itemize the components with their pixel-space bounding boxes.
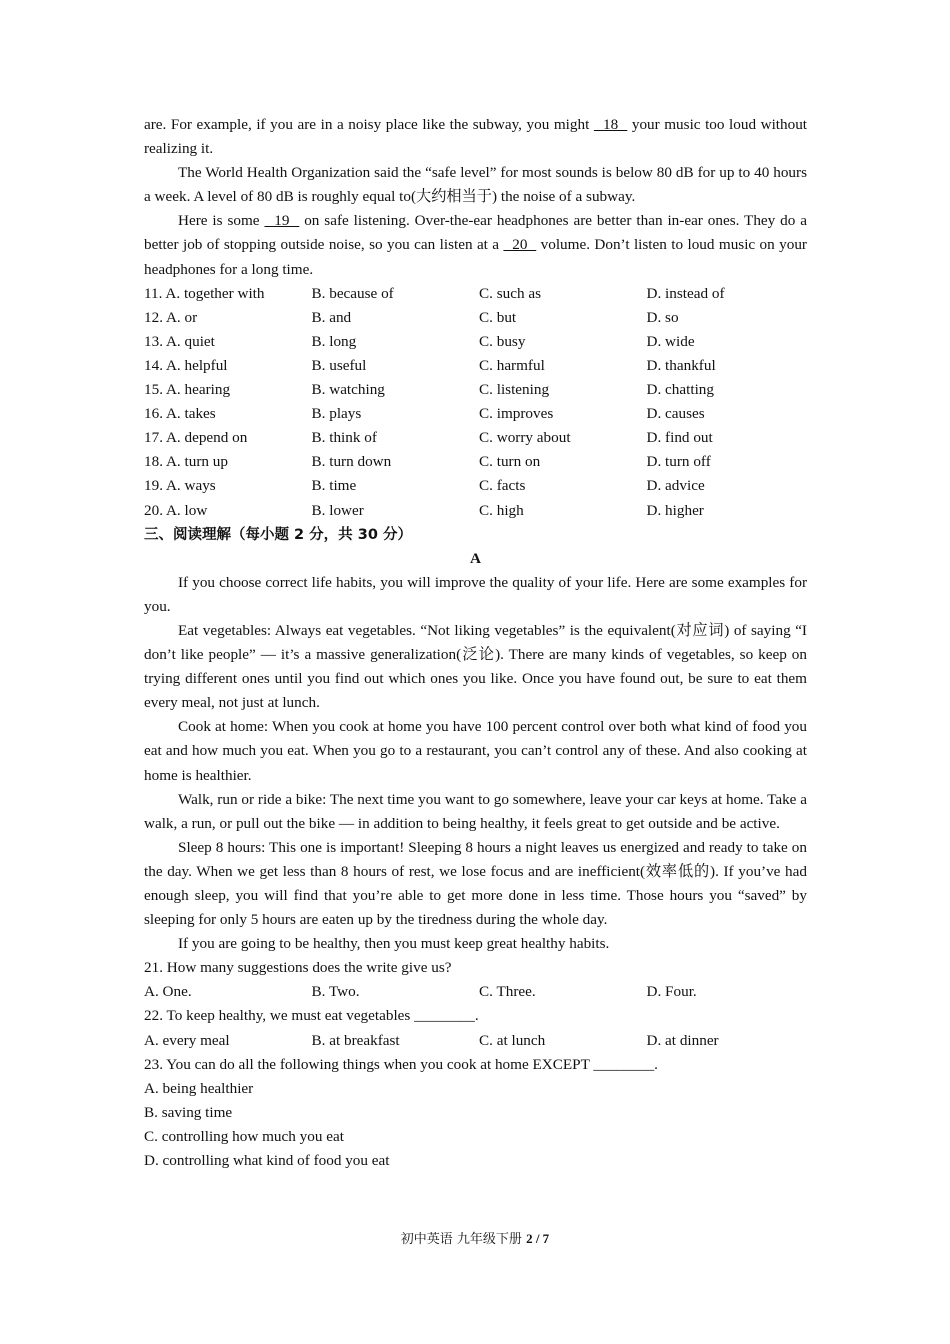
cloze-option: D. thankful: [646, 356, 716, 374]
cloze-option: 15. A. hearing: [144, 381, 231, 399]
cloze-option: C. worry about: [479, 429, 571, 447]
cloze-option: D. advice: [646, 477, 705, 495]
cloze-option-row: [144, 499, 807, 523]
question-23-option-b: B. saving time: [144, 1103, 233, 1121]
cloze-option: C. improves: [479, 405, 554, 423]
cloze-option-row: [144, 474, 807, 498]
passage-paragraph: If you choose correct life habits, you will improve the quality of your life. Here are some examples for you.: [144, 573, 807, 615]
question-22-options: [144, 1029, 807, 1053]
cloze-option: 11. A. together with: [144, 284, 265, 302]
cloze-paragraph: [144, 113, 807, 161]
passage-paragraph: Eat vegetables: Always eat vegetables. “Not liking vegetables” is the equivalent(对应词) of saying “I don’t like people” — it’s a massive generalization(泛论). There are many kinds of vegetables, so keep on trying different ones until you find out which ones you like. Once you have found out, be sure to eat them every meal, not just at lunch.: [144, 621, 807, 712]
cloze-option: 17. A. depend on: [144, 429, 248, 447]
cloze-option-row: [144, 402, 807, 426]
cloze-option: B. think of: [311, 429, 377, 447]
question-21-option-b: B. Two.: [311, 983, 360, 1001]
cloze-option: C. such as: [479, 284, 542, 302]
cloze-option-row: [144, 330, 807, 354]
cloze-blank: 20: [503, 236, 537, 254]
cloze-option: B. time: [311, 477, 357, 495]
cloze-option: B. because of: [311, 284, 394, 302]
cloze-option: D. causes: [646, 405, 705, 423]
cloze-options-table: [144, 282, 807, 523]
cloze-option: D. so: [646, 308, 679, 326]
cloze-option: B. turn down: [311, 453, 392, 471]
cloze-option: C. turn on: [479, 453, 541, 471]
cloze-blank: 18: [593, 116, 628, 133]
cloze-option: D. higher: [646, 501, 704, 519]
cloze-blank: 19: [264, 212, 300, 230]
question-23-option-d: D. controlling what kind of food you eat: [144, 1152, 390, 1170]
cloze-option-row: [144, 426, 807, 450]
passage-paragraph: Cook at home: When you cook at home you have 100 percent control over both what kind of food you eat and how much you eat. When you go to a restaurant, you can’t control any of these. And also cooking at home is healthier.: [144, 718, 807, 784]
question-21-option-a: A. One.: [144, 983, 192, 1001]
cloze-option: 19. A. ways: [144, 477, 216, 495]
cloze-text: are. For example, if you are in a noisy place like the subway, you might: [144, 116, 594, 133]
question-23-stem: 23. You can do all the following things when you cook at home EXCEPT ________.: [144, 1055, 658, 1073]
passage-label: A: [470, 549, 481, 567]
passage-paragraph: Sleep 8 hours: This one is important! Sleeping 8 hours a night leaves us energized and ready to take on the day. When we get less than 8 hours of rest, we lose focus and are inefficient(效率低的). If you’ve had enough sleep, you will find that you’re able to get more done in less time. Those hours you “saved” by sleeping for only 5 hours are eaten up by the tiredness during the whole day.: [144, 838, 807, 929]
cloze-option-row: [144, 450, 807, 474]
cloze-option: 14. A. helpful: [144, 356, 228, 374]
cloze-option: D. wide: [646, 332, 695, 350]
question-21-option-d: D. Four.: [646, 983, 697, 1001]
cloze-option-row: [144, 378, 807, 402]
cloze-option: D. chatting: [646, 381, 714, 399]
cloze-option: C. facts: [479, 477, 526, 495]
document-page: [144, 113, 807, 1173]
cloze-passage-continuation: [144, 113, 807, 282]
cloze-option: B. long: [311, 332, 357, 350]
cloze-option-row: [144, 282, 807, 306]
cloze-option: D. turn off: [646, 453, 711, 471]
cloze-option: B. lower: [311, 501, 364, 519]
cloze-option: 20. A. low: [144, 501, 208, 519]
passage-paragraph: Walk, run or ride a bike: The next time you want to go somewhere, leave your car keys at home. Take a walk, a run, or pull out the bike — in addition to being healthy, it feels great to get outside and be active.: [144, 790, 807, 832]
cloze-option: B. and: [311, 308, 352, 326]
cloze-option: D. find out: [646, 429, 713, 447]
question-22-option-b: B. at breakfast: [311, 1031, 400, 1049]
cloze-option: C. high: [479, 501, 524, 519]
question-22-option-d: D. at dinner: [646, 1031, 719, 1049]
cloze-option: C. harmful: [479, 356, 545, 374]
cloze-option: 12. A. or: [144, 308, 198, 326]
question-21-stem: 21. How many suggestions does the write give us?: [144, 959, 452, 977]
cloze-option: B. plays: [311, 405, 362, 423]
cloze-option: C. listening: [479, 381, 550, 399]
section-title: 三、阅读理解（每小题 2 分，共 30 分）: [144, 526, 412, 543]
cloze-option-row: [144, 354, 807, 378]
footer-text: 初中英语 九年级下册: [400, 1232, 527, 1247]
page-footer: [0, 1228, 950, 1247]
cloze-text: your music too loud without realizing it.: [144, 116, 808, 158]
cloze-option-row: [144, 306, 807, 330]
cloze-text: Here is some: [178, 212, 265, 230]
question-22-stem: 22. To keep healthy, we must eat vegetables ________.: [144, 1007, 479, 1025]
cloze-option: 16. A. takes: [144, 405, 216, 423]
question-22-option-c: C. at lunch: [479, 1031, 546, 1049]
page-number: 2 / 7: [526, 1231, 550, 1246]
cloze-option: B. useful: [311, 356, 367, 374]
reading-passage-a: [144, 571, 807, 957]
question-22-option-a: A. every meal: [144, 1031, 230, 1049]
cloze-option: C. busy: [479, 332, 526, 350]
cloze-text: volume. Don’t listen to loud music on your headphones for a long time.: [144, 236, 807, 278]
cloze-option: 18. A. turn up: [144, 453, 228, 471]
cloze-paragraph: [144, 161, 807, 209]
cloze-option: C. but: [479, 308, 517, 326]
cloze-text: The World Health Organization said the “safe level” for most sounds is below 80 dB for up to 40 hours a week. A level of 80 dB is roughly equal to(大约相当于) the noise of a subway.: [144, 164, 807, 206]
question-23-option-c: C. controlling how much you eat: [144, 1127, 344, 1145]
cloze-option: 13. A. quiet: [144, 332, 215, 350]
question-21-option-c: C. Three.: [479, 983, 536, 1001]
question-21-options: [144, 980, 807, 1004]
question-23-option-a: A. being healthier: [144, 1079, 254, 1097]
cloze-option: D. instead of: [646, 284, 725, 302]
cloze-paragraph: [144, 209, 807, 281]
cloze-option: B. watching: [311, 381, 385, 399]
passage-paragraph: If you are going to be healthy, then you must keep great healthy habits.: [178, 935, 610, 953]
cloze-text: on safe listening. Over-the-ear headphones are better than in-ear ones. They do a better job of stopping outside noise, so you can listen at a: [144, 212, 808, 254]
